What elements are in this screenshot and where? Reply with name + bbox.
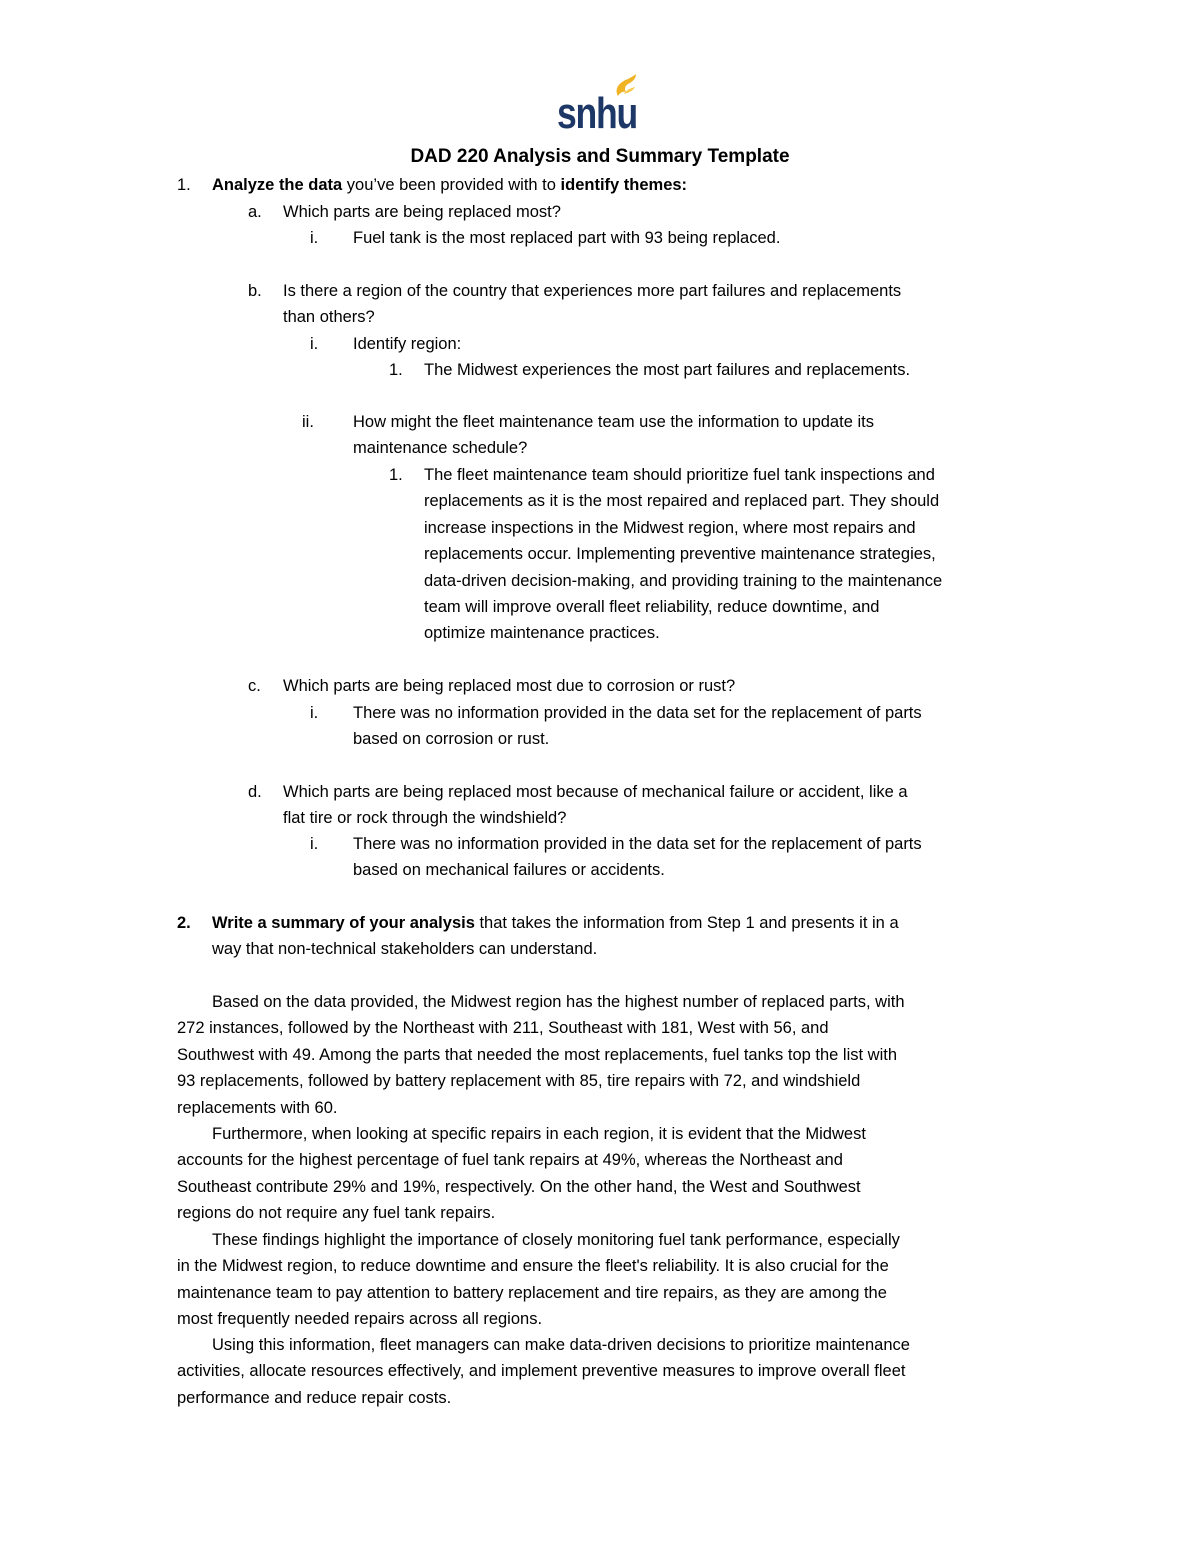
answer-line: based on corrosion or rust. xyxy=(353,730,550,749)
item-a-i-answer: Fuel tank is the most replaced part with 93 being replaced. xyxy=(353,229,781,247)
summary-line: maintenance team to pay attention to battery replacement and tire repairs, as they are among the xyxy=(177,1283,887,1302)
item-d-marker: d. xyxy=(248,783,262,801)
step-2-rest-text: that takes the information from Step 1 and presents it in a xyxy=(474,914,899,932)
summary-line: Based on the data provided, the Midwest region has the highest number of replaced parts, with xyxy=(212,993,905,1011)
summary-paragraph-1 xyxy=(177,989,905,1121)
summary-paragraph-3 xyxy=(177,1227,900,1333)
item-a-marker: a. xyxy=(248,203,262,221)
item-b-question-line: than others? xyxy=(283,308,375,327)
step-1-heading xyxy=(212,172,687,198)
step-1-mid-text: you’ve been provided with to xyxy=(342,176,561,194)
step-1-number: 1. xyxy=(177,176,191,194)
answer-line: replacements occur. Implementing preventive maintenance strategies, xyxy=(424,545,936,564)
logo-wordmark: snhu xyxy=(557,89,637,138)
item-c-marker: c. xyxy=(248,677,261,695)
item-b-ii-question xyxy=(353,409,874,462)
summary-line: performance and reduce repair costs. xyxy=(177,1388,452,1407)
step-2-line: way that non-technical stakeholders can understand. xyxy=(212,940,598,959)
item-a-i-marker: i. xyxy=(310,229,319,247)
step-2-line xyxy=(212,910,899,936)
summary-line: replacements with 60. xyxy=(177,1098,338,1117)
answer-line: replacements as it is the most repaired and replaced part. They should xyxy=(424,492,940,511)
item-b-ii-question-line: How might the fleet maintenance team use the information to update its xyxy=(353,413,874,431)
answer-line: The fleet maintenance team should prioritize fuel tank inspections and xyxy=(424,466,935,484)
item-b-ii-answer xyxy=(424,462,942,647)
item-b-ii-answer-marker: 1. xyxy=(389,466,403,484)
item-c-i-marker: i. xyxy=(310,704,319,722)
summary-paragraph-2 xyxy=(177,1121,866,1227)
item-d-question-line: Which parts are being replaced most because of mechanical failure or accident, like a xyxy=(283,783,908,801)
summary-line: Furthermore, when looking at specific repairs in each region, it is evident that the Midwest xyxy=(212,1125,866,1143)
summary-line: regions do not require any fuel tank repairs. xyxy=(177,1204,496,1223)
summary-line: Southwest with 49. Among the parts that needed the most replacements, fuel tanks top the list with xyxy=(177,1045,897,1064)
summary-line: 272 instances, followed by the Northeast with 211, Southeast with 181, West with 56, and xyxy=(177,1019,829,1038)
step-2-number: 2. xyxy=(177,914,191,932)
item-b-ii-marker: ii. xyxy=(302,413,314,431)
item-b-question xyxy=(283,278,901,331)
step-1-bold-analyze: Analyze the data xyxy=(212,176,343,194)
item-a-question: Which parts are being replaced most? xyxy=(283,203,561,221)
answer-line: data-driven decision-making, and providing training to the maintenance xyxy=(424,571,943,590)
item-b-i-text: Identify region: xyxy=(353,335,462,353)
answer-line: There was no information provided in the data set for the replacement of parts xyxy=(353,704,922,722)
item-b-marker: b. xyxy=(248,282,262,300)
answer-line: based on mechanical failures or accidents. xyxy=(353,861,665,880)
item-d-question xyxy=(283,779,908,832)
item-d-i-marker: i. xyxy=(310,835,319,853)
step-2-bold-text: Write a summary of your analysis xyxy=(212,914,475,932)
item-c-i-answer xyxy=(353,700,922,753)
summary-line: Southeast contribute 29% and 19%, respectively. On the other hand, the West and Southwest xyxy=(177,1177,861,1196)
item-b-question-line: Is there a region of the country that experiences more part failures and replacements xyxy=(283,282,902,300)
summary-line: accounts for the highest percentage of fuel tank repairs at 49%, whereas the Northeast and xyxy=(177,1151,843,1170)
snhu-logo xyxy=(548,72,646,138)
item-b-i-answer: The Midwest experiences the most part failures and replacements. xyxy=(424,361,911,379)
summary-line: in the Midwest region, to reduce downtime and ensure the fleet's reliability. It is also crucial for the xyxy=(177,1257,889,1276)
page-title: DAD 220 Analysis and Summary Template xyxy=(410,146,790,167)
step-1-bold-themes: identify themes: xyxy=(560,176,688,194)
answer-line: team will improve overall fleet reliability, reduce downtime, and xyxy=(424,598,880,617)
summary-line: 93 replacements, followed by battery replacement with 85, tire repairs with 72, and windshield xyxy=(177,1072,861,1091)
item-d-question-line: flat tire or rock through the windshield? xyxy=(283,809,567,828)
answer-line: There was no information provided in the data set for the replacement of parts xyxy=(353,835,922,853)
item-b-i-marker: i. xyxy=(310,335,319,353)
item-b-ii-question-line: maintenance schedule? xyxy=(353,439,528,458)
answer-line: optimize maintenance practices. xyxy=(424,624,660,643)
item-d-i-answer xyxy=(353,831,922,884)
summary-line: activities, allocate resources effectively, and implement preventive measures to improve overall fleet xyxy=(177,1362,906,1381)
item-b-i-answer-marker: 1. xyxy=(389,361,403,379)
item-c-question: Which parts are being replaced most due to corrosion or rust? xyxy=(283,677,736,695)
summary-line: most frequently needed repairs across all regions. xyxy=(177,1310,543,1329)
summary-line: Using this information, fleet managers can make data-driven decisions to prioritize maintenance xyxy=(212,1336,910,1354)
summary-paragraph-4 xyxy=(177,1332,910,1411)
summary-line: These findings highlight the importance of closely monitoring fuel tank performance, especially xyxy=(212,1231,900,1249)
step-2-heading xyxy=(212,910,899,963)
answer-line: increase inspections in the Midwest region, where most repairs and xyxy=(424,518,916,537)
